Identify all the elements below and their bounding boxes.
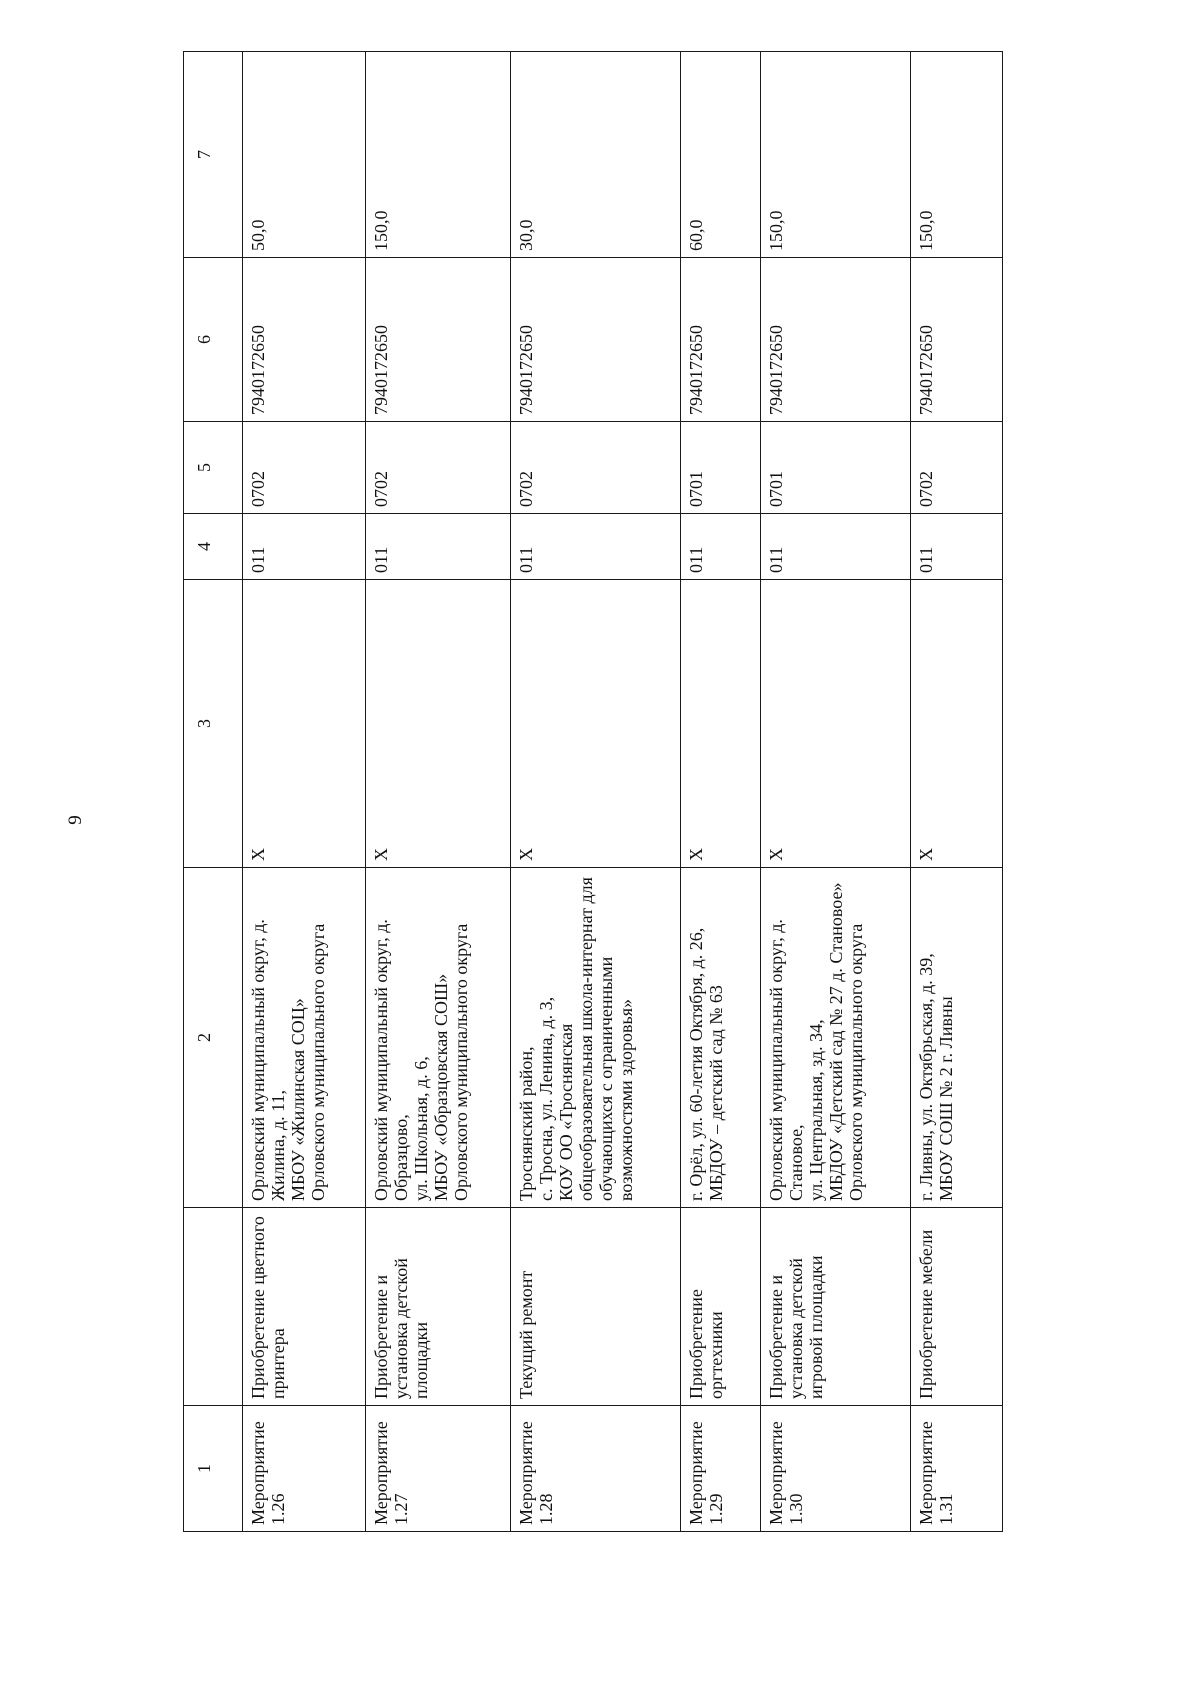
action-cell: Приобретение оргтехники [681,1208,761,1406]
header-cell-2: 2 [184,868,243,1208]
col5-cell: 0702 [511,422,681,514]
table-row [366,52,511,1532]
event-cell: Мероприятие 1.30 [761,1406,911,1532]
header-cell-5: 5 [184,422,243,514]
col7-cell: 50,0 [243,52,366,258]
col5-cell: 0702 [366,422,511,514]
action-cell: Приобретение и установка детской площадки [366,1208,511,1406]
col3-cell: Х [366,580,511,868]
table-row [681,52,761,1532]
address-cell: Троснянский район, с. Тросна, ул. Ленина, д. 3, КОУ ОО «Троснянская общеобразовательная школа-интернат для обучающихся с ограниченными возможностями здоровья» [511,868,681,1208]
col5-cell: 0702 [911,422,1003,514]
col3-cell: Х [243,580,366,868]
event-cell: Мероприятие 1.27 [366,1406,511,1532]
col3-cell: Х [911,580,1003,868]
header-cell-3: 3 [184,580,243,868]
event-cell: Мероприятие 1.26 [243,1406,366,1532]
address-cell: Орловский муниципальный округ, д. Образцово, ул. Школьная, д. 6, МБОУ «Образцовская СОШ» Орловского муниципального округа [366,868,511,1208]
col4-cell: 011 [911,514,1003,580]
col6-cell: 7940172650 [366,258,511,422]
action-cell: Текущий ремонт [511,1208,681,1406]
page-number: 9 [65,815,86,825]
address-cell: Орловский муниципальный округ, д. Жилина, д. 11, МБОУ «Жилинская СОЦ» Орловского муниципального округа [243,868,366,1208]
col7-cell: 60,0 [681,52,761,258]
col4-cell: 011 [761,514,911,580]
action-cell: Приобретение мебели [911,1208,1003,1406]
col4-cell: 011 [366,514,511,580]
col5-cell: 0701 [761,422,911,514]
table-row [911,52,1003,1532]
col7-cell: 150,0 [366,52,511,258]
col7-cell: 30,0 [511,52,681,258]
rotated-table-frame [183,52,1058,1532]
header-row [184,52,243,1532]
action-cell: Приобретение и установка детской игровой площадки [761,1208,911,1406]
table-row [511,52,681,1532]
table-row [243,52,366,1532]
col3-cell: Х [761,580,911,868]
col5-cell: 0701 [681,422,761,514]
col6-cell: 7940172650 [681,258,761,422]
event-cell: Мероприятие 1.31 [911,1406,1003,1532]
col7-cell: 150,0 [761,52,911,258]
col4-cell: 011 [243,514,366,580]
col4-cell: 011 [681,514,761,580]
col6-cell: 7940172650 [511,258,681,422]
table-container [183,52,1058,1532]
table-row [761,52,911,1532]
col5-cell: 0702 [243,422,366,514]
col7-cell: 150,0 [911,52,1003,258]
header-cell-4: 4 [184,514,243,580]
budget-events-table [183,51,1003,1532]
col6-cell: 7940172650 [761,258,911,422]
address-cell: г. Ливны, ул. Октябрьская, д. 39, МБОУ СОШ № 2 г. Ливны [911,868,1003,1208]
address-cell: Орловский муниципальный округ, д. Становое, ул. Центральная, зд. 34, МБДОУ «Детский сад № 27 д. Становое» Орловского муниципального округа [761,868,911,1208]
event-cell: Мероприятие 1.28 [511,1406,681,1532]
col4-cell: 011 [511,514,681,580]
header-cell-7: 7 [184,52,243,258]
header-cell-blank [184,1208,243,1406]
action-cell: Приобретение цветного принтера [243,1208,366,1406]
col6-cell: 7940172650 [911,258,1003,422]
address-cell: г. Орёл, ул. 60-летия Октября, д. 26, МБДОУ – детский сад № 63 [681,868,761,1208]
col6-cell: 7940172650 [243,258,366,422]
header-cell-6: 6 [184,258,243,422]
event-cell: Мероприятие 1.29 [681,1406,761,1532]
col3-cell: Х [511,580,681,868]
header-cell-1: 1 [184,1406,243,1532]
col3-cell: Х [681,580,761,868]
